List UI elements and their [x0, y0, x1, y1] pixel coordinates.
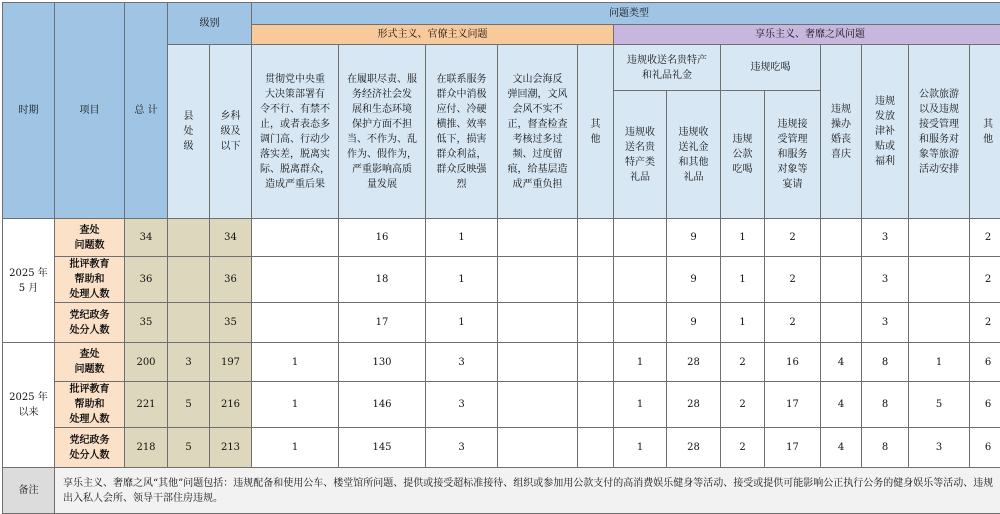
cell-township: 35 [210, 303, 252, 343]
table-row [3, 303, 1000, 343]
cell-subsidy: 3 [862, 219, 909, 257]
note-text: 享乐主义、奢靡之风“其他”问题包括：违规配备和使用公车、楼堂馆所问题、提供或接受超标准接待、组织或参加用公款支付的高消费娱乐健身等活动、接受或提供可能影响公正执行公务的健身娱乐等活动、违规出入私人会所、领导干部住房违规。 [55, 468, 1000, 514]
header-problem-type: 问题类型 [252, 3, 1000, 25]
cell-total: 221 [125, 382, 168, 428]
row-item-label: 党纪政务 处分人数 [55, 428, 125, 468]
cell-county [168, 257, 210, 303]
cell-travel: 3 [909, 428, 970, 468]
cell-f3: 3 [426, 382, 498, 428]
statistics-table [2, 2, 1000, 514]
cell-f2: 146 [339, 382, 426, 428]
header-gift-group: 违规收送名贵特产 和礼品礼金 [614, 45, 721, 91]
row-item-label: 查处 问题数 [55, 219, 125, 257]
cell-county: 5 [168, 428, 210, 468]
cell-subsidy: 8 [862, 428, 909, 468]
header-period: 时期 [3, 3, 55, 219]
row-item-label: 批评教育 帮助和 处理人数 [55, 257, 125, 303]
cell-h-other: 6 [970, 428, 1000, 468]
cell-f2: 130 [339, 343, 426, 382]
cell-dine2: 2 [765, 257, 821, 303]
cell-gift2: 9 [667, 219, 721, 257]
header-wedding: 违规 操办 婚丧 喜庆 [821, 45, 862, 219]
cell-dine1: 2 [721, 382, 765, 428]
cell-gift2: 28 [667, 382, 721, 428]
cell-f1: 1 [252, 343, 339, 382]
cell-travel [909, 303, 970, 343]
header-total: 总 计 [125, 3, 168, 219]
cell-f-other [578, 219, 614, 257]
cell-wedding: 4 [821, 428, 862, 468]
cell-county [168, 219, 210, 257]
cell-f-other [578, 343, 614, 382]
cell-travel: 5 [909, 382, 970, 428]
cell-travel [909, 219, 970, 257]
cell-h-other: 2 [970, 257, 1000, 303]
cell-f4 [498, 382, 578, 428]
header-formalism-other: 其 他 [578, 45, 614, 219]
cell-dine1: 1 [721, 303, 765, 343]
cell-total: 36 [125, 257, 168, 303]
cell-township: 213 [210, 428, 252, 468]
cell-county: 3 [168, 343, 210, 382]
cell-wedding: 4 [821, 382, 862, 428]
cell-county [168, 303, 210, 343]
cell-f4 [498, 219, 578, 257]
header-gift-specialty: 违规收 送名贵 特产类 礼品 [614, 91, 667, 219]
cell-f3: 3 [426, 343, 498, 382]
cell-subsidy: 8 [862, 343, 909, 382]
cell-h-other: 6 [970, 382, 1000, 428]
cell-township: 197 [210, 343, 252, 382]
cell-dine2: 2 [765, 219, 821, 257]
cell-wedding [821, 219, 862, 257]
cell-travel [909, 257, 970, 303]
cell-f1 [252, 303, 339, 343]
cell-gift2: 9 [667, 257, 721, 303]
cell-f2: 16 [339, 219, 426, 257]
cell-total: 35 [125, 303, 168, 343]
cell-gift1: 1 [614, 428, 667, 468]
header-level: 级别 [168, 3, 252, 45]
cell-gift1: 1 [614, 343, 667, 382]
cell-dine1: 2 [721, 428, 765, 468]
cell-dine1: 1 [721, 219, 765, 257]
cell-wedding [821, 257, 862, 303]
cell-h-other: 2 [970, 219, 1000, 257]
cell-gift1: 1 [614, 382, 667, 428]
cell-wedding [821, 303, 862, 343]
period-label: 2025 年 以来 [3, 343, 55, 468]
cell-f-other [578, 428, 614, 468]
cell-f-other [578, 303, 614, 343]
cell-travel: 1 [909, 343, 970, 382]
cell-subsidy: 8 [862, 382, 909, 428]
cell-dine2: 17 [765, 382, 821, 428]
cell-f2: 18 [339, 257, 426, 303]
header-formalism-1: 贯彻党中央重 大决策部署有 令不行、有禁不 止，或者表态多 调门高、行动少 落实差，脱离实 际、脱离群众， 造成严重后果 [252, 45, 339, 219]
header-township-level: 乡科 级及 以下 [210, 45, 252, 219]
period-label: 2025 年 5 月 [3, 219, 55, 343]
header-dining-group: 违规吃喝 [721, 45, 821, 91]
cell-dine1: 1 [721, 257, 765, 303]
cell-total: 34 [125, 219, 168, 257]
cell-f3: 3 [426, 428, 498, 468]
cell-dine2: 16 [765, 343, 821, 382]
cell-f-other [578, 257, 614, 303]
cell-f1: 1 [252, 382, 339, 428]
row-item-label: 党纪政务 处分人数 [55, 303, 125, 343]
cell-dine2: 2 [765, 303, 821, 343]
cell-f4 [498, 257, 578, 303]
cell-f1 [252, 219, 339, 257]
header-county-level: 县 处 级 [168, 45, 210, 219]
cell-f4 [498, 343, 578, 382]
table-row [3, 382, 1000, 428]
header-travel: 公款旅游 以及违规 接受管理 和服务对 象等旅游 活动安排 [909, 45, 970, 219]
table-row [3, 428, 1000, 468]
cell-f4 [498, 428, 578, 468]
cell-f2: 17 [339, 303, 426, 343]
table-row [3, 343, 1000, 382]
cell-total: 200 [125, 343, 168, 382]
cell-wedding: 4 [821, 343, 862, 382]
cell-f3: 1 [426, 303, 498, 343]
cell-total: 218 [125, 428, 168, 468]
cell-gift2: 9 [667, 303, 721, 343]
header-hedonism: 享乐主义、奢靡之风问题 [614, 25, 1000, 45]
table-row [3, 219, 1000, 257]
table-row [3, 257, 1000, 303]
cell-f1 [252, 257, 339, 303]
header-formalism: 形式主义、官僚主义问题 [252, 25, 614, 45]
cell-f4 [498, 303, 578, 343]
cell-dine2: 17 [765, 428, 821, 468]
cell-subsidy: 3 [862, 257, 909, 303]
header-hedonism-other: 其 他 [970, 45, 1000, 219]
cell-gift1 [614, 219, 667, 257]
header-formalism-3: 在联系服务 群众中消极 应付、冷硬 横推、效率 低下，损害 群众利益， 群众反映强 烈 [426, 45, 498, 219]
cell-h-other: 2 [970, 303, 1000, 343]
cell-gift1 [614, 303, 667, 343]
header-gift-cash: 违规收 送礼金 和其他 礼品 [667, 91, 721, 219]
cell-township: 34 [210, 219, 252, 257]
header-dining-public: 违规 公款 吃喝 [721, 91, 765, 219]
cell-dine1: 2 [721, 343, 765, 382]
cell-gift1 [614, 257, 667, 303]
cell-f1: 1 [252, 428, 339, 468]
header-formalism-4: 文山会海反 弹回潮，文风 会风不实不 正，督查检查 考核过多过 频、过度留 痕，给基层造 成严重负担 [498, 45, 578, 219]
cell-gift2: 28 [667, 343, 721, 382]
row-item-label: 批评教育 帮助和 处理人数 [55, 382, 125, 428]
note-label: 备注 [3, 468, 55, 514]
row-item-label: 查处 问题数 [55, 343, 125, 382]
cell-subsidy: 3 [862, 303, 909, 343]
header-formalism-2: 在履职尽责、服 务经济社会发 展和生态环境 保护方面不担 当、不作为、乱 作为、假作为， 严重影响高质 量发展 [339, 45, 426, 219]
header-subsidy: 违规 发放 津补 贴或 福利 [862, 45, 909, 219]
cell-f3: 1 [426, 257, 498, 303]
cell-h-other: 6 [970, 343, 1000, 382]
cell-township: 216 [210, 382, 252, 428]
cell-f3: 1 [426, 219, 498, 257]
cell-township: 36 [210, 257, 252, 303]
header-dining-banquet: 违规接 受管理 和服务 对象等 宴请 [765, 91, 821, 219]
cell-f2: 145 [339, 428, 426, 468]
cell-county: 5 [168, 382, 210, 428]
cell-f-other [578, 382, 614, 428]
header-item: 项目 [55, 3, 125, 219]
cell-gift2: 28 [667, 428, 721, 468]
